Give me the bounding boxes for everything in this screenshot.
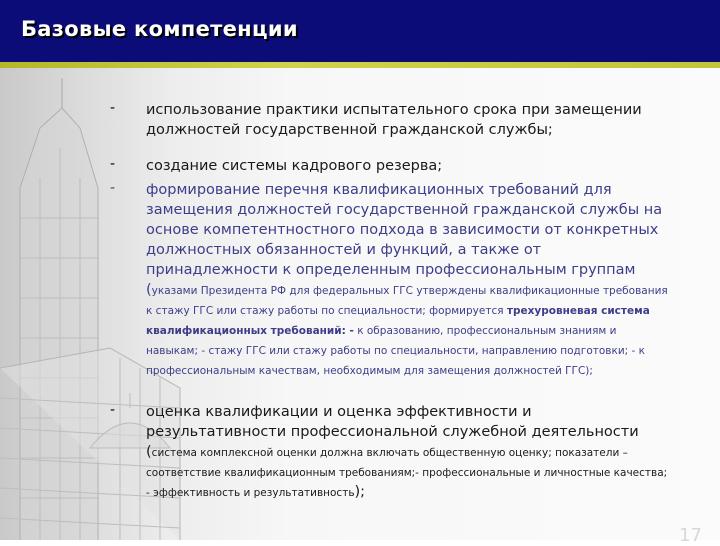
bullet-text: создание системы кадрового резерва; <box>146 158 443 174</box>
page-number: 17 <box>679 525 702 546</box>
bullet-text: использование практики испытательного срока при замещении должностей государственной гражданской службы; <box>146 102 642 138</box>
bullet-text: формирование перечня квалификационных требований для замещения должностей государственной гражданской службы на основе компетентностного подхода в зависимости от конкретных должностных обязанностей и функций, а также от принадлежности к определенным профессиональным группам ( <box>146 182 663 298</box>
bullet-item <box>108 156 668 176</box>
bullet-text-block <box>146 180 668 380</box>
slide-title: Базовые компетенции <box>21 17 298 41</box>
bullet-marker: - <box>110 402 116 418</box>
bullet-item <box>108 402 668 502</box>
bullet-note: система комплексной оценки должна включать общественную оценку; показатели – соответствие квалификационным требованиям;- профессиональные и личностные качества; - эффективность и результативность <box>146 447 668 499</box>
bullet-list <box>108 100 668 502</box>
bullet-item <box>108 180 668 380</box>
bullet-text-block <box>146 402 668 502</box>
bullet-note: указами Президента РФ для федеральных ГГС утверждены квалификационные требования к стажу ГГС или стажу работы по специальности; формируется <box>146 285 668 317</box>
bullet-marker: - <box>110 180 116 196</box>
bullet-marker: - <box>110 100 116 116</box>
bullet-text: оценка квалификации и оценка эффективности и результативности профессиональной служебной деятельности ( <box>146 404 639 460</box>
bullet-note-bold: трехуровневая система квалификационных требований: - <box>146 305 650 337</box>
bullet-tail: ); <box>354 484 366 500</box>
bullet-item <box>108 100 668 140</box>
bullet-note: к образованию, профессиональным знаниям и навыкам; - стажу ГГС или стажу работы по специальности, направлению подготовки; - к профессиональным качествам, необходимым для замещения должностей ГГС); <box>146 325 645 377</box>
bullet-marker: - <box>110 156 116 172</box>
slide-header <box>0 0 720 62</box>
